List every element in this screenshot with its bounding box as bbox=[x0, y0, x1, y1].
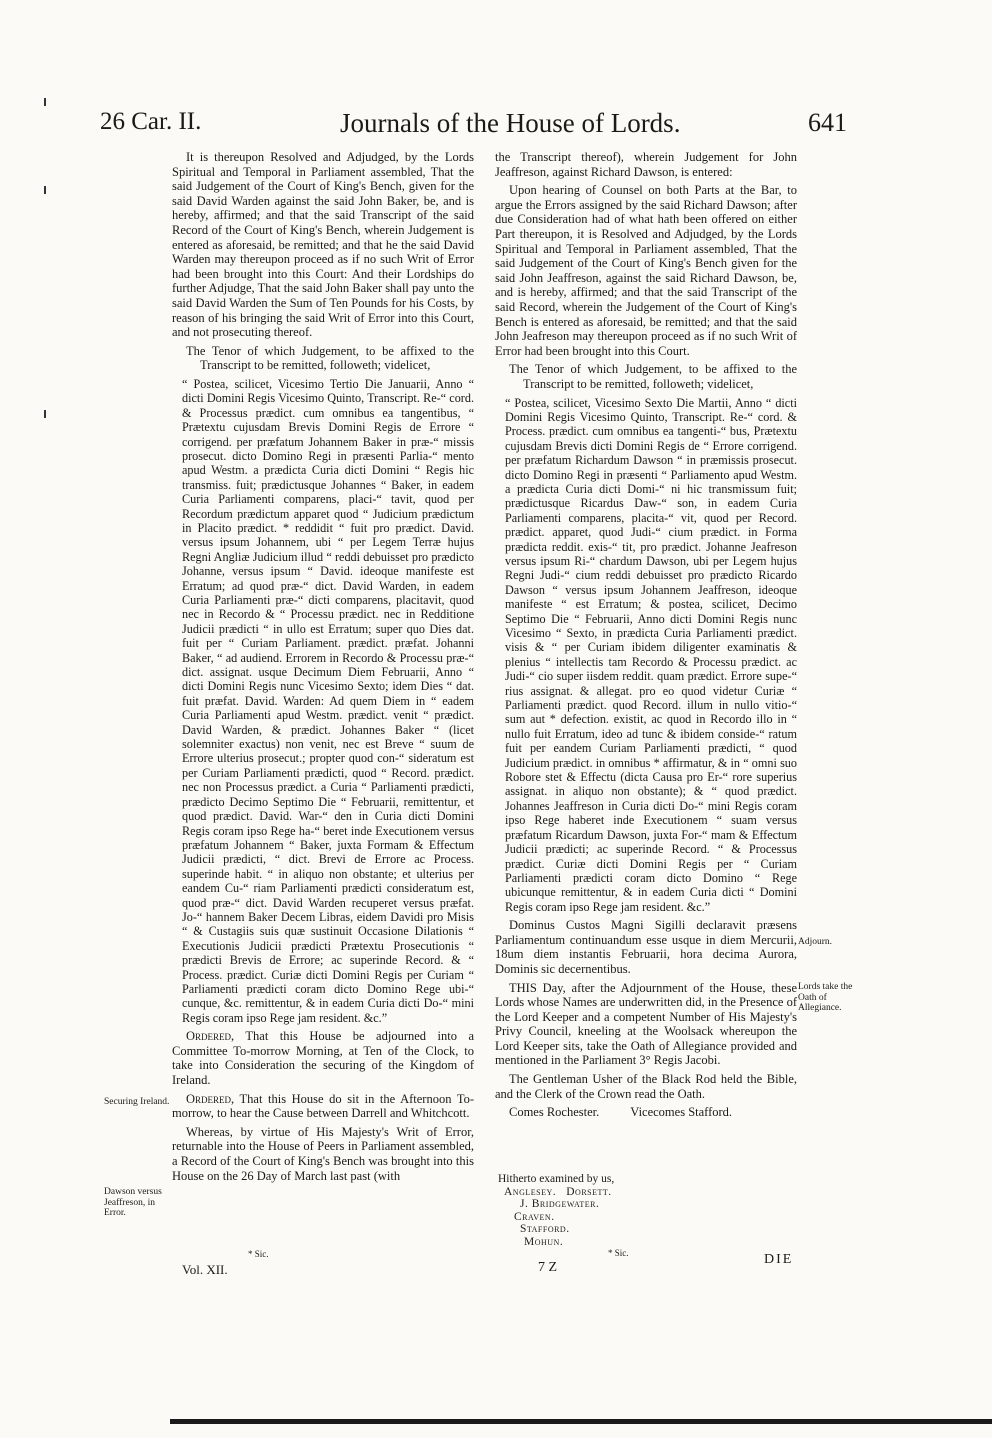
margin-note-lords-oath: Lords take the Oath of Allegiance. bbox=[798, 982, 853, 1013]
scan-edge-bar bbox=[170, 1419, 992, 1424]
order-adjourn-committee bbox=[172, 1029, 474, 1087]
this-day-lead: THIS bbox=[509, 980, 537, 995]
signature-line: Stafford. bbox=[520, 1223, 570, 1236]
ordered-lead: Ordered, bbox=[186, 1029, 235, 1044]
margin-mark bbox=[44, 186, 46, 194]
latin-judgement: “ Postea, scilicet, Vicesimo Sexto Die Martii, Anno “ dicti Domini Regis Vicesimo Quinto, Transcript. Re-“ cord. & Process. prædict. cum omnibus ea tangenti-“ bus, Prætextu cujusdam Brevis dicti Domini Regis de “ Errore corrigend. per præfatum Richardum Dawson “ in præmissis prosecut. dicto Domino Regi in præsenti “ Parliamento apud Westm. a prædicta Curia dicti Domi-“ ni hic transmissum fuit; prædictusque Ricardus Daw-“ son, in eadem Curia Parliamenti comparens, placita-“ vit, quod per Record. prædict. apparet, quod Judi-“ cium prædict. in Forma prædicta reddit. exis-“ tit, pro prædict. Johanne Jeafreson versus ipsum Ri-“ chardum Dawson, ubi per Legem hujus Regni Judi-“ cium reddi debuisset pro prædicto Ricardo Dawson “ versus ipsum Johannem Jeaffreson, ideoque manifeste “ est Erratum; & postea, scilicet, Decimo Septimo Die “ Februarii, Anno dicti Domini Regis nunc Vicesimo “ Sexto, in prædicta Curia Parliamenti prædict. visis & “ per Curiam ibidem diligenter examinatis & plenius “ intellectis tam Recordo & Processu prædict. ac Judi-“ cio super iisdem reddit. quam prædict. Errore supe-“ rius assignat. & allegat. pro eo quod videtur Curiæ “ Parliamenti prædict. quod Record. illum in nullo vitio-“ sum aut * defection. existit, ac quod in Recordo illo in “ nullo fuit Erratum, ideo ad tunc & ibidem conside-“ ratum fuit per eandem Curiam Parliamenti prædicti, “ quod Judicium prædict. in omnibus * affirmatur, & in “ omni suo Robore stet & Effectu (dicta Causa pro Er-“ rore superius assignat. in aliquo non obstante); & “ quod prædict. Johannes Jeaffreson in Curia dicti Do-“ mini Regis coram ipso Rege haberet inde Executionem “ suam versus præfatum Ricardum Dawson, juxta For-“ mam & Effectum Judicii prædicti; ac superinde Record. “ & Processus prædict. Curiæ dicti Domini Regis per “ Curiam Parliamenti prædicti coram dicto Domino “ Rege ubicunque remittentur, & in eadem Curia dicti “ Domini Regis coram ipso Rege jam resident. &c.” bbox=[505, 395, 797, 914]
signature-line: Mohun. bbox=[524, 1235, 564, 1248]
signature-line: Craven. bbox=[514, 1210, 555, 1223]
right-column bbox=[495, 150, 797, 1124]
tenor-heading: The Tenor of which Judgement, to be affixed to the Transcript to be remitted, followeth; videlicet, bbox=[186, 343, 474, 373]
signature-line: Anglesey. Dorsett. bbox=[504, 1185, 612, 1198]
oath-text: Day, after the Adjournment of the House, these Lords whose Names are underwritten did, in the Presence of the Lord Keeper and a competent Number of His Majesty's Privy Council, kneeling at the Woolsack whereupon the Lord Keeper sits, take the Oath of Allegiance provided and mentioned in the Parliament 3° Regis Jacobi. bbox=[495, 980, 798, 1068]
margin-mark bbox=[44, 98, 46, 106]
latin-judgement: “ Postea, scilicet, Vicesimo Tertio Die Januarii, Anno “ dicti Domini Regis Vicesimo Quinto, Transcript. Re-“ cord. & Processus prædict. cum omnibus ea tangentibus, “ Prætextu cujusdam Brevis Domini Regis de Errore “ corrigend. per præfatum Johannem Baker in præ-“ missis prosecut. dicto Domino Regi in præsenti Parlia-“ mento apud Westm. a prædicta Curia dicti Domini “ Regis hic transmiss. fuit; prædictusque Johannes “ Baker, in eadem Curia Parliamenti comparens, placi-“ tavit, quod per Recordum prædictum apparet quod “ Judicium prædictum in Placito prædict. * reddidit “ fuit pro prædict. David. versus ipsum Johannem, ubi “ per Legem Terræ hujus Regni Angliæ Judicium illud “ reddi debuisset pro prædicto Johanne, versus ipsum “ David. ideoque manifeste est Erratum; ad quod præ-“ dict. David Warden, in eadem Curia Parliamenti præ-“ dicti comparens, placitavit, quod nec in Recordo & “ Processu prædict. nec in Redditione Judicii prædicti “ in ullo est Erratum; super quo Dies dat. fuit per “ Curiam Parliament. prædict. præfat. Johanni Baker, “ ad audiend. Errorem in Recordo & Processu præ-“ dict. assignat. usque Decimum Diem Februarii, Anno “ dicti Domini Regis nunc Vicesimo Sexto; idem Dies “ dat. fuit præfat. David. Warden: Ad quem Diem in “ eadem Curia Parliamenti apud Westm. prædict. venit “ prædict. David Warden, & prædict. Johannes Baker “ (licet solemniter exactus) non venit, nec est Breve “ suum de Errore ulterius prosecut.; propter quod con-“ sideratum est per Curiam Parliamenti prædicti, quod “ Record. prædict. nec non Processus prædict. a Curia “ Parliamenti prædicti, prædicto Decimo Septimo Die “ Februarii, remittentur, et quod prædict. David. War-“ den in Curia dicti Domini Regis coram ipso Rege ha-“ beret inde Executionem versus præfatum Johannem “ Baker, juxta Formam & Effectum Judicii prædicti, “ dict. Brevi de Errore ac Process. superinde habit. “ in aliquo non obstante; et ulterius per eandem Cu-“ riam Parliamenti prædicti consideratum est, quod præ-“ dict. David Warden recuperet versus præfat. Jo-“ hannem Baker Decem Libras, eidem Davidi pro Misis “ & Custagiis suis quæ sustinuit Occasione Dilationis “ Executionis Judicii prædicti Prætextu Prosecutionis “ prædicti Brevis de Errore; ac superinde Record. & “ Process. prædict. Curiæ dicti Domini Regis per Curiam “ Parliamenti prædicti coram dicto Domino Rege ubi-“ cunque, &c. remittentur, & in eadem Curia dicti Do-“ mini Regis coram ipso Rege jam resident. &c.” bbox=[182, 376, 474, 1025]
footnote-sic: * Sic. bbox=[608, 1248, 629, 1258]
catchword: DIE bbox=[764, 1252, 794, 1267]
left-column bbox=[172, 150, 474, 1187]
header-title: Journals of the House of Lords. bbox=[340, 108, 681, 138]
judgement-paragraph: It is thereupon Resolved and Adjudged, by the Lords Spiritual and Temporal in Parliament assembled, That the said Judgement of the Court of King's Bench, given for the said David Warden against the said John Baker, be, and is hereby, affirmed; and that the said Transcript of the said Record of the Court of King's Bench, wherein Judgement is entered as aforesaid, be remitted; and that he the said David Warden may thereupon proceed as if no such Writ of Error had been brought into this Court: And their Lordships do further Adjudge, That the said John Baker shall pay unto the said David Warden the Sum of Ten Pounds for his Costs, by reason of his bringing the said Writ of Error into this Court, and not prosecuting thereof. bbox=[172, 150, 474, 340]
order-sit-afternoon bbox=[172, 1092, 474, 1121]
margin-note-securing-ireland: Securing Ireland. bbox=[104, 1097, 170, 1107]
oath-paragraph bbox=[495, 981, 797, 1069]
order-text: That this House do sit in the Afternoon To-morrow, to hear the Cause between Darrell and Whitchcott. bbox=[172, 1091, 474, 1121]
ordered-lead: Ordered, bbox=[186, 1091, 235, 1106]
signature-intro: Hitherto examined by us, bbox=[498, 1173, 615, 1185]
signature-line: J. Bridgewater. bbox=[520, 1198, 600, 1211]
header-regnal-year: 26 Car. II. bbox=[100, 108, 202, 135]
margin-note-adjourn: Adjourn. bbox=[798, 937, 833, 947]
footnote-sic: * Sic. bbox=[248, 1249, 269, 1259]
transcript-continuation: the Transcript thereof), wherein Judgement for John Jeaffreson, against Richard Dawson, is entered: bbox=[495, 150, 797, 179]
counsel-paragraph: Upon hearing of Counsel on both Parts at the Bar, to argue the Errors assigned by the said Richard Dawson; after due Consideration had of what hath been offered on either Part thereupon, it is Resolved and Adjudged, by the Lords Spiritual and Temporal in Parliament assembled, That the said Judgement of the Court of King's Bench given for the said John Jeaffreson, against the said Richard Dawson, be, and is hereby, affirmed; and that the said Transcript of the said Record, wherein the Judgement of the Court of King's Bench is entered as aforesaid, be remitted; and that the said John Jeafreson may thereupon proceed as if no such Writ of Error had been brought into this Court. bbox=[495, 183, 797, 358]
signature-block bbox=[498, 1173, 614, 1249]
signature-mark: 7 Z bbox=[538, 1260, 558, 1275]
margin-note-dawson-jeaffreson: Dawson versus Jeaffreson, in Error. bbox=[104, 1187, 162, 1218]
whereas-paragraph: Whereas, by virtue of His Majesty's Writ of Error, returnable into the House of Peers in Parliament assembled, a Record of the Court of King's Bench was brought into this House on the 26 Day of March last past (with bbox=[172, 1124, 474, 1183]
page-number: 641 bbox=[808, 108, 847, 137]
comes-line: Comes Rochester. Vicecomes Stafford. bbox=[509, 1105, 733, 1120]
running-header bbox=[0, 108, 992, 148]
order-text: That this House be adjourned into a Committee To-morrow Morning, at Ten of the Clock, to take into Consideration the securing of the Kingdom of Ireland. bbox=[172, 1029, 474, 1087]
volume-label: Vol. XII. bbox=[182, 1262, 228, 1277]
usher-paragraph: The Gentleman Usher of the Black Rod held the Bible, and the Clerk of the Crown read the Oath. bbox=[495, 1072, 797, 1101]
margin-mark bbox=[44, 410, 46, 418]
adjournment-paragraph: Dominus Custos Magni Sigilli declaravit præsens Parliamentum continuandum esse usque in diem Mercurii, 18um diem instantis Februarii, hora decima Aurora, Dominis sic decernentibus. bbox=[495, 918, 797, 976]
tenor-heading: The Tenor of which Judgement, to be affixed to the Transcript to be remitted, followeth; videlicet, bbox=[509, 362, 797, 391]
